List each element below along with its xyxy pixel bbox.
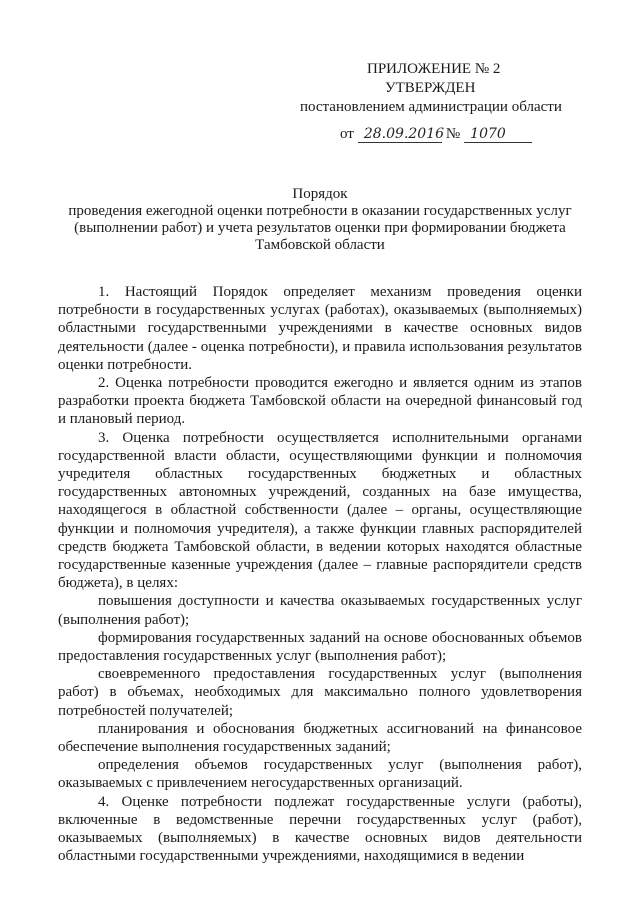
document-title (58, 186, 582, 254)
handwritten-number: 1070 (464, 126, 532, 143)
from-label: от (340, 126, 354, 142)
paragraph: формирования государственных заданий на основе обоснованных объемов предоставления государственных услуг (выполнения работ); (58, 629, 582, 665)
paragraph: 2. Оценка потребности проводится ежегодно и является одним из этапов разработки проекта бюджета Тамбовской области на очередной финансовый год и плановый период. (58, 375, 582, 428)
date-number-line (300, 125, 600, 144)
paragraph: 3. Оценка потребности осуществляется исполнительными органами государственной власти области, осуществляющими функции и полномочия учредителя областных государственных бюджетных и областных государственных автономных учреждений, созданных на базе имущества, находящегося в областной собственности (далее – органы, осуществляющие функции и полномочия учредителя), а также функции главных распорядителей средств бюджета Тамбовской области, в ведении которых находятся областные государственные казенные учреждения (далее – главные распорядители средств бюджета), в целях: (58, 429, 582, 592)
paragraph: определения объемов государственных услуг (выполнения работ), оказываемых с привлечением негосударственных организаций. (58, 757, 582, 792)
title-word: Порядок (292, 186, 348, 202)
title-text: проведения ежегодной оценки потребности в оказании государственных услуг (выполнении работ) и учета результатов оценки при формировании бюджета Тамбовской области (68, 203, 572, 253)
document-body (58, 283, 582, 866)
paragraph: своевременного предоставления государственных услуг (выполнения работ) в объемах, необходимых для максимально полного удовлетворения потребностей получателей; (58, 666, 582, 719)
number-label: № (445, 126, 461, 142)
paragraph: планирования и обоснования бюджетных ассигнований на финансовое обеспечение выполнения государственных заданий; (58, 720, 582, 756)
paragraph: 4. Оценке потребности подлежат государственные услуги (работы), включенные в ведомственные перечни государственных услуг (работ), оказываемых (выполняемых) в качестве основных видов деятельности областными государственными учреждениями, находящимися в ведении (58, 793, 582, 865)
approved-label: УТВЕРЖДЕН (385, 80, 476, 96)
handwritten-date: 28.09.2016 (358, 126, 442, 143)
paragraph: повышения доступности и качества оказываемых государственных услуг (выполнения работ); (58, 593, 582, 628)
resolution-label: постановлением администрации области (300, 99, 562, 115)
paragraph: 1. Настоящий Порядок определяет механизм проведения оценки потребности в государственных услугах (работах), оказываемых (выполняемых) областными государственными учреждениями в качестве основных видов деятельности (далее - оценка потребности), и правила использования результатов оценки потребности. (58, 284, 582, 373)
approval-header (300, 60, 600, 144)
appendix-label: ПРИЛОЖЕНИЕ № 2 (367, 61, 501, 77)
